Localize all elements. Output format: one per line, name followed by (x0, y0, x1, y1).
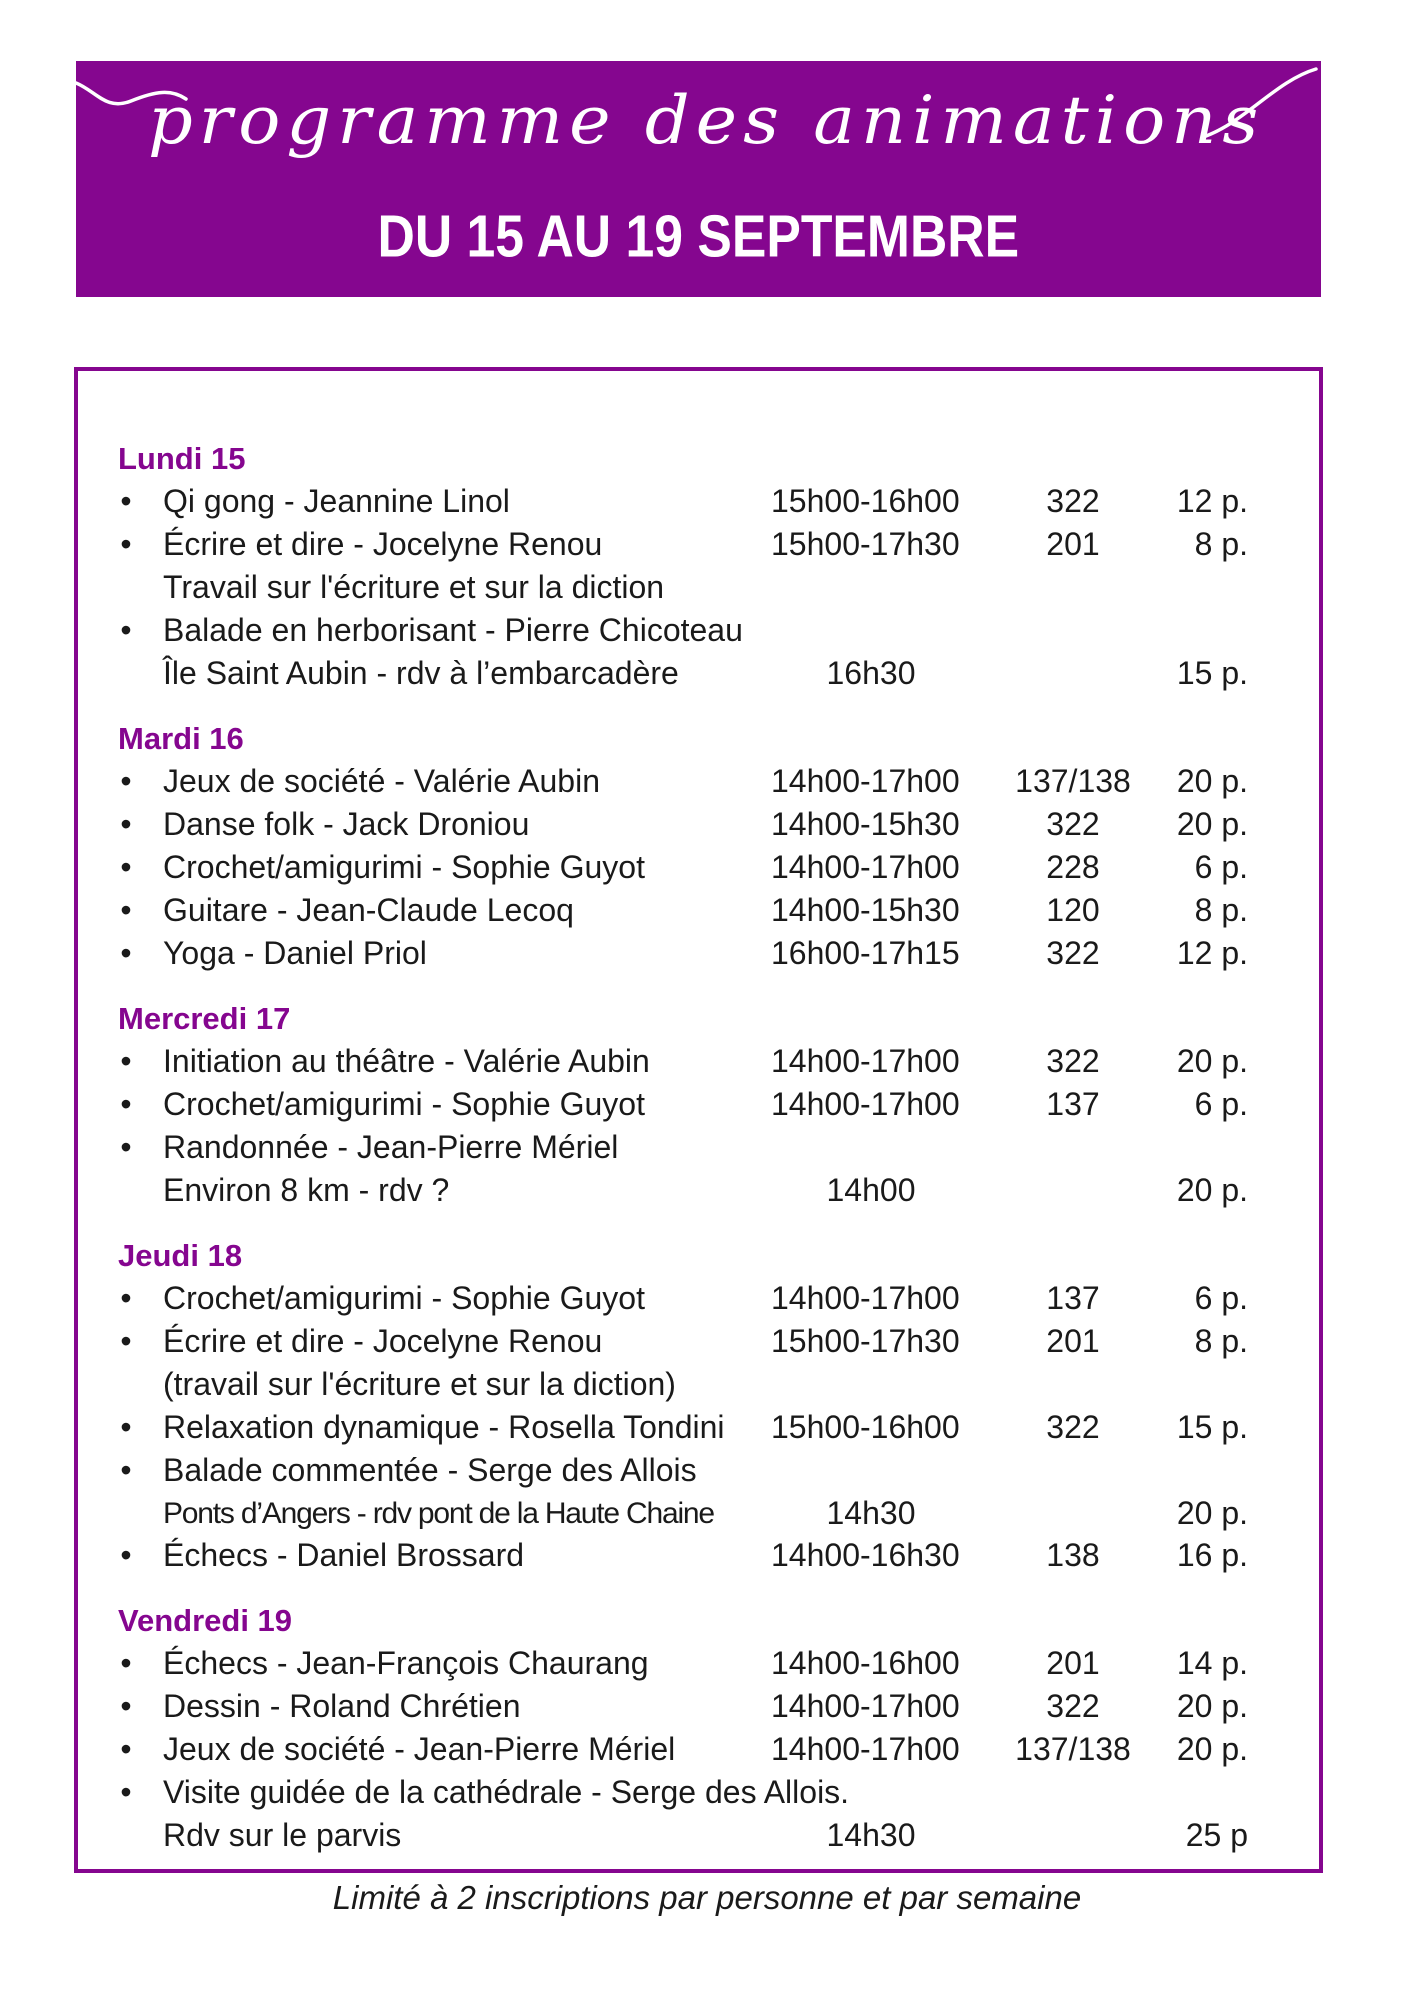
activity-places: 15 p. (1176, 1409, 1248, 1445)
bullet-icon: • (120, 1731, 132, 1767)
bullet-icon: • (120, 1774, 132, 1810)
activity-room: 322 (1046, 1409, 1100, 1445)
activity-time: 14h00-17h00 (771, 1688, 960, 1724)
activity-row (78, 1083, 1319, 1126)
activity-detail: Rdv sur le parvis (163, 1817, 402, 1853)
activity-time: 16h00-17h15 (771, 935, 960, 971)
activity-places: 16 p. (1176, 1537, 1248, 1573)
activity-places: 14 p. (1176, 1645, 1248, 1681)
activity-time: 14h00-17h00 (771, 1043, 960, 1079)
activity-name: Guitare - Jean-Claude Lecoq (163, 892, 574, 928)
bullet-icon: • (120, 763, 132, 799)
activity-name: Écrire et dire - Jocelyne Renou (163, 1323, 603, 1359)
activity-time: 14h00-17h00 (771, 849, 960, 885)
activity-row (78, 480, 1319, 523)
activity-row (78, 1771, 1319, 1814)
activity-room: 322 (1046, 483, 1100, 519)
activity-detail-row (78, 1492, 1319, 1535)
activity-name: Visite guidée de la cathédrale - Serge des Allois. (163, 1774, 850, 1810)
activity-row (78, 1449, 1319, 1492)
activity-places: 6 p. (1194, 1280, 1248, 1316)
activity-room: 322 (1046, 806, 1100, 842)
activity-row (78, 1406, 1319, 1449)
activity-detail: Île Saint Aubin - rdv à l’embarcadère (163, 655, 679, 691)
bullet-icon: • (120, 1537, 132, 1573)
activity-room: 138 (1046, 1537, 1100, 1573)
activity-places: 12 p. (1176, 483, 1248, 519)
bullet-icon: • (120, 1452, 132, 1488)
bullet-icon: • (120, 1645, 132, 1681)
activity-places: 20 p. (1176, 1172, 1248, 1208)
activity-time: 14h00 (826, 1172, 916, 1208)
activity-detail: Ponts d’Angers - rdv pont de la Haute Chaine (163, 1497, 714, 1530)
activity-name: Randonnée - Jean-Pierre Mériel (163, 1129, 619, 1165)
activity-row (78, 932, 1319, 975)
activity-name: Jeux de société - Valérie Aubin (163, 763, 600, 799)
activity-room: 201 (1046, 1645, 1100, 1681)
activity-places: 12 p. (1176, 935, 1248, 971)
bullet-icon: • (120, 612, 132, 648)
activity-name: Initiation au théâtre - Valérie Aubin (163, 1043, 650, 1079)
activity-room: 137/138 (1015, 1731, 1131, 1767)
activity-room: 201 (1046, 1323, 1100, 1359)
activity-room: 137/138 (1015, 763, 1131, 799)
bullet-icon: • (120, 1323, 132, 1359)
activity-places: 20 p. (1176, 806, 1248, 842)
activity-name: Yoga - Daniel Priol (163, 935, 427, 971)
day-heading: Jeudi 18 (118, 1238, 243, 1273)
activity-places: 20 p. (1176, 763, 1248, 799)
date-range: DU 15 AU 19 SEPTEMBRE (377, 202, 1020, 270)
activity-places: 8 p. (1194, 892, 1248, 928)
activity-time: 14h00-16h00 (771, 1645, 960, 1681)
activity-room: 201 (1046, 526, 1100, 562)
activity-name: Balade commentée - Serge des Allois (163, 1452, 697, 1488)
activity-time: 14h00-17h00 (771, 1731, 960, 1767)
activity-row (78, 1728, 1319, 1771)
activity-time: 15h00-17h30 (771, 1323, 960, 1359)
activity-room: 137 (1046, 1280, 1100, 1316)
activity-row (78, 846, 1319, 889)
activity-row (78, 1277, 1319, 1320)
bullet-icon: • (120, 892, 132, 928)
bullet-icon: • (120, 526, 132, 562)
activity-row (78, 1534, 1319, 1577)
activity-row (78, 1040, 1319, 1083)
activity-detail: Travail sur l'écriture et sur la diction (163, 569, 665, 605)
bullet-icon: • (120, 849, 132, 885)
activity-time: 16h30 (826, 655, 916, 691)
activity-name: Crochet/amigurimi - Sophie Guyot (163, 1086, 645, 1122)
bullet-icon: • (120, 1688, 132, 1724)
bullet-icon: • (120, 1043, 132, 1079)
activity-name: Échecs - Daniel Brossard (163, 1537, 525, 1573)
activity-time: 14h00-15h30 (771, 806, 960, 842)
activity-name: Danse folk - Jack Droniou (163, 806, 530, 842)
bullet-icon: • (120, 935, 132, 971)
schedule-box (74, 367, 1323, 1873)
activity-room: 322 (1046, 1688, 1100, 1724)
bullet-icon: • (120, 483, 132, 519)
activity-time: 14h30 (826, 1817, 916, 1853)
activity-time: 15h00-16h00 (771, 483, 960, 519)
activity-time: 14h00-17h00 (771, 1280, 960, 1316)
activity-time: 14h00-16h30 (771, 1537, 960, 1573)
activity-places: 8 p. (1194, 1323, 1248, 1359)
bullet-icon: • (120, 1086, 132, 1122)
activity-places: 20 p. (1176, 1495, 1248, 1531)
activity-time: 14h30 (826, 1495, 916, 1531)
activity-room: 120 (1046, 892, 1100, 928)
activity-name: Jeux de société - Jean-Pierre Mériel (163, 1731, 676, 1767)
activity-name: Crochet/amigurimi - Sophie Guyot (163, 849, 645, 885)
activity-room: 322 (1046, 1043, 1100, 1079)
date-range-wrap (76, 202, 1321, 270)
activity-places: 8 p. (1194, 526, 1248, 562)
bullet-icon: • (120, 1409, 132, 1445)
day-heading: Mercredi 17 (118, 1001, 291, 1036)
activity-detail-row (78, 566, 1319, 609)
activity-detail-row (78, 1814, 1319, 1857)
activity-name: Crochet/amigurimi - Sophie Guyot (163, 1280, 645, 1316)
activity-time: 14h00-15h30 (771, 892, 960, 928)
activity-places: 20 p. (1176, 1043, 1248, 1079)
activity-name: Balade en herborisant - Pierre Chicoteau (163, 612, 743, 648)
activity-time: 15h00-17h30 (771, 526, 960, 562)
day-heading: Lundi 15 (118, 441, 246, 476)
activity-name: Relaxation dynamique - Rosella Tondini (163, 1409, 725, 1445)
activity-detail-row (78, 652, 1319, 695)
day-heading: Mardi 16 (118, 721, 244, 756)
activity-row (78, 760, 1319, 803)
activity-places: 25 p (1185, 1817, 1248, 1853)
activity-row (78, 609, 1319, 652)
activity-places: 20 p. (1176, 1688, 1248, 1724)
day-heading: Vendredi 19 (118, 1603, 293, 1638)
activity-name: Échecs - Jean-François Chaurang (163, 1645, 649, 1681)
activity-time: 15h00-16h00 (771, 1409, 960, 1445)
activity-places: 6 p. (1194, 1086, 1248, 1122)
activity-row (78, 523, 1319, 566)
activity-name: Dessin - Roland Chrétien (163, 1688, 521, 1724)
activity-name: Écrire et dire - Jocelyne Renou (163, 526, 603, 562)
activity-time: 14h00-17h00 (771, 763, 960, 799)
activity-detail: (travail sur l'écriture et sur la diction) (163, 1366, 676, 1402)
activity-detail: Environ 8 km - rdv ? (163, 1172, 450, 1208)
activity-row (78, 1685, 1319, 1728)
activity-places: 6 p. (1194, 849, 1248, 885)
activity-places: 20 p. (1176, 1731, 1248, 1767)
header-banner (76, 61, 1321, 297)
bullet-icon: • (120, 806, 132, 842)
activity-room: 322 (1046, 935, 1100, 971)
activity-room: 137 (1046, 1086, 1100, 1122)
activity-room: 228 (1046, 849, 1100, 885)
activity-name: Qi gong - Jeannine Linol (163, 483, 510, 519)
registration-limit-note: Limité à 2 inscriptions par personne et par semaine (332, 1879, 1082, 1916)
activity-detail-row (78, 1363, 1319, 1406)
activity-row (78, 1320, 1319, 1363)
activity-places: 15 p. (1176, 655, 1248, 691)
page-title: programme des animations (148, 81, 1265, 159)
bullet-icon: • (120, 1280, 132, 1316)
activity-row (78, 1126, 1319, 1169)
bullet-icon: • (120, 1129, 132, 1165)
activity-detail-row (78, 1169, 1319, 1212)
activity-time: 14h00-17h00 (771, 1086, 960, 1122)
activity-row (78, 889, 1319, 932)
activity-row (78, 803, 1319, 846)
activity-row (78, 1642, 1319, 1685)
